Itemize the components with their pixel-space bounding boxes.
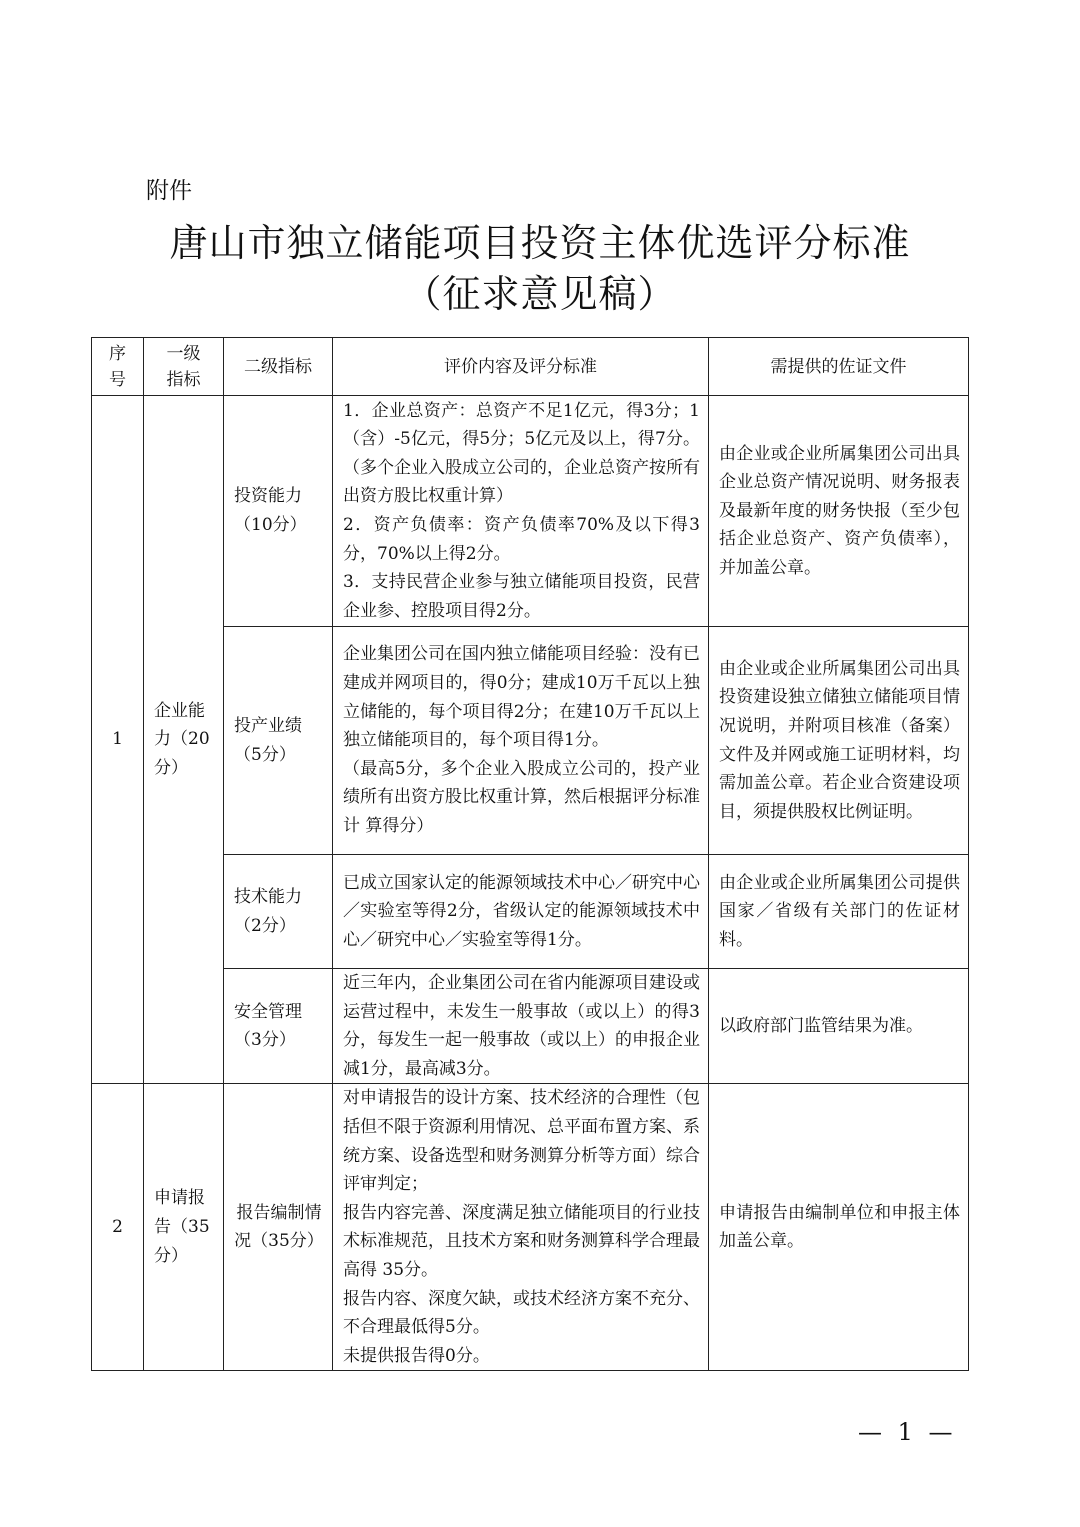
evidence-cell: 申请报告由编制单位和申报主体加盖公章。 xyxy=(709,1084,969,1371)
level2-cell: 投产业绩（5分） xyxy=(224,627,333,855)
attachment-label: 附件 xyxy=(146,178,192,204)
header-criteria: 评价内容及评分标准 xyxy=(333,338,709,396)
criteria-cell: 企业集团公司在国内独立储能项目经验：没有已建成并网项目的，得0分；建成10万千瓦以上独立储能的，每个项目得2分；在建10万千瓦以上独立储能项目的，每个项目得1分。 （最高5分，多个企业入股成立公司的，投产业绩所有出资方股比权重计算，然后根据评分标准计 算得分） xyxy=(333,627,709,855)
header-evidence: 需提供的佐证文件 xyxy=(709,338,969,396)
document-subtitle: （征求意见稿） xyxy=(403,272,677,316)
level2-cell: 投资能力（10分） xyxy=(224,396,333,627)
table-row xyxy=(92,855,969,969)
criteria-cell: 近三年内，企业集团公司在省内能源项目建设或运营过程中，未发生一般事故（或以上）的得3分，每发生一起一般事故（或以上）的申报企业减1分，最高减3分。 xyxy=(333,969,709,1084)
evidence-cell: 由企业或企业所属集团公司提供国家／省级有关部门的佐证材料。 xyxy=(709,855,969,969)
table-row xyxy=(92,627,969,855)
header-level2: 二级指标 xyxy=(224,338,333,396)
criteria-cell: 对申请报告的设计方案、技术经济的合理性（包括但不限于资源利用情况、总平面布置方案、系统方案、设备选型和财务测算分析等方面）综合评审判定； 报告内容完善、深度满足独立储能项目的行业技术标准规范，且技术方案和财务测算科学合理最高得 35分。 报告内容、深度欠缺，或技术经济方案不充分、不合理最低得5分。 未提供报告得0分。 xyxy=(333,1084,709,1371)
evidence-cell: 由企业或企业所属集团公司出具企业总资产情况说明、财务报表及最新年度的财务快报（至少包括企业总资产、资产负债率），并加盖公章。 xyxy=(709,396,969,627)
table-header-row xyxy=(92,338,969,396)
header-level1: 一级 指标 xyxy=(144,338,224,396)
evidence-cell: 由企业或企业所属集团公司出具投资建设独立储独立储能项目情况说明，并附项目核准（备案）文件及并网或施工证明材料，均需加盖公章。若企业合资建设项目，须提供股权比例证明。 xyxy=(709,627,969,855)
criteria-cell: 已成立国家认定的能源领域技术中心／研究中心／实验室等得2分，省级认定的能源领域技术中心／研究中心／实验室等得1分。 xyxy=(333,855,709,969)
table-row xyxy=(92,396,969,627)
scoring-table xyxy=(91,337,969,1371)
table-row xyxy=(92,1084,969,1371)
document-title: 唐山市独立储能项目投资主体优选评分标准 xyxy=(169,221,911,265)
level2-cell: 安全管理（3分） xyxy=(224,969,333,1084)
page-number: — 1 — xyxy=(858,1418,957,1446)
level2-cell: 技术能力（2分） xyxy=(224,855,333,969)
seq-cell: 2 xyxy=(92,1084,144,1371)
table-row xyxy=(92,969,969,1084)
evidence-cell: 以政府部门监管结果为准。 xyxy=(709,969,969,1084)
seq-cell: 1 xyxy=(92,396,144,1084)
criteria-cell: 1．企业总资产：总资产不足1亿元，得3分；1（含）-5亿元，得5分；5亿元及以上，得7分。（多个企业入股成立公司的，企业总资产按所有出资方股比权重计算） 2．资产负债率：资产负债率70%及以下得3分，70%以上得2分。 3．支持民营企业参与独立储能项目投资，民营企业参、控股项目得2分。 xyxy=(333,396,709,627)
header-seq: 序 号 xyxy=(92,338,144,396)
level1-cell: 企业能力（20分） xyxy=(144,396,224,1084)
level1-cell: 申请报告（35分） xyxy=(144,1084,224,1371)
level2-cell: 报告编制情况（35分） xyxy=(224,1084,333,1371)
